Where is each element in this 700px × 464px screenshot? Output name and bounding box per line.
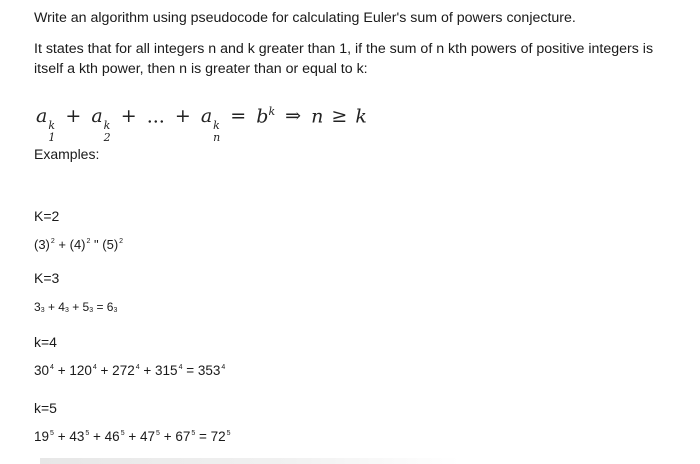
example-k3-equation [34,298,117,319]
exponent: 5 [50,430,54,437]
exponent: 2 [86,238,91,245]
equation-term: + 46 [93,429,120,444]
formula-k: k [355,105,367,128]
exponent: 5 [226,430,231,437]
formula-term-b: $b^k$ [256,105,276,128]
exponent: 4 [135,364,140,371]
examples-heading: Examples: [34,146,100,162]
equation-term: + 120 [57,363,92,378]
equation-term: = 72 [199,429,226,444]
formula-term-a2: a k 2 [91,105,111,145]
formula-plus: + [65,105,82,128]
equation-term: + 47 [128,429,156,444]
example-k2-equation [34,236,123,257]
equation-term: " (5) [94,237,119,252]
formula-term-a1: a k 1 [36,105,56,145]
exponent: 5 [85,430,90,437]
statement-line-2: itself a kth power, then n is greater than or equal to k: [34,61,368,77]
example-k3-label: K=3 [34,270,60,286]
equation-term: 30 [34,363,50,378]
cropped-text-remnant [40,458,460,464]
equation-term: + 315 [143,363,178,378]
equation-term: + 4 [47,300,65,314]
formula-plus: + [120,105,137,128]
equation-term: + 43 [57,429,85,444]
example-k5-equation [34,428,231,449]
exponent: 3 [64,307,69,314]
exponent: 4 [92,364,97,371]
example-k5-label: k=5 [34,400,57,416]
exponent: 5 [120,430,125,437]
equation-term: (3) [34,237,50,252]
equation-term: + (4) [58,237,86,252]
intro-text: Write an algorithm using pseudocode for calculating Euler's sum of powers conjecture. [34,10,576,26]
formula-ellipsis: ... [146,105,165,128]
exponent: 4 [221,364,226,371]
equation-term: + 272 [100,363,135,378]
formula-equals: = [230,105,247,128]
equation-term: 19 [34,429,50,444]
formula-plus: + [174,105,191,128]
equation-term: + 67 [163,429,191,444]
example-k4-label: k=4 [34,334,57,350]
exponent: 2 [119,238,124,245]
euler-conjecture-formula [36,98,367,144]
exponent: 2 [50,238,55,245]
equation-term: 3 [34,300,41,314]
exponent: 3 [40,307,45,314]
formula-term-an: a k n [200,105,221,145]
exponent: 5 [156,430,160,437]
exponent: 5 [191,430,196,437]
equation-term: + 5 [72,300,90,314]
exponent: 4 [50,364,54,371]
exponent: 3 [89,307,94,314]
exponent: 4 [178,364,183,371]
equation-term: = 6 [96,300,114,314]
formula-n: n [311,105,324,128]
exponent: 3 [113,307,118,314]
equation-term: = 353 [186,363,221,378]
example-k4-equation [34,362,225,383]
example-k2-label: K=2 [34,208,60,224]
formula-geq: ≥ [331,105,348,128]
statement-line-1: It states that for all integers n and k greater than 1, if the sum of n kth powers of positive integers is [34,41,654,57]
formula-implies: ⇒ [285,105,302,128]
